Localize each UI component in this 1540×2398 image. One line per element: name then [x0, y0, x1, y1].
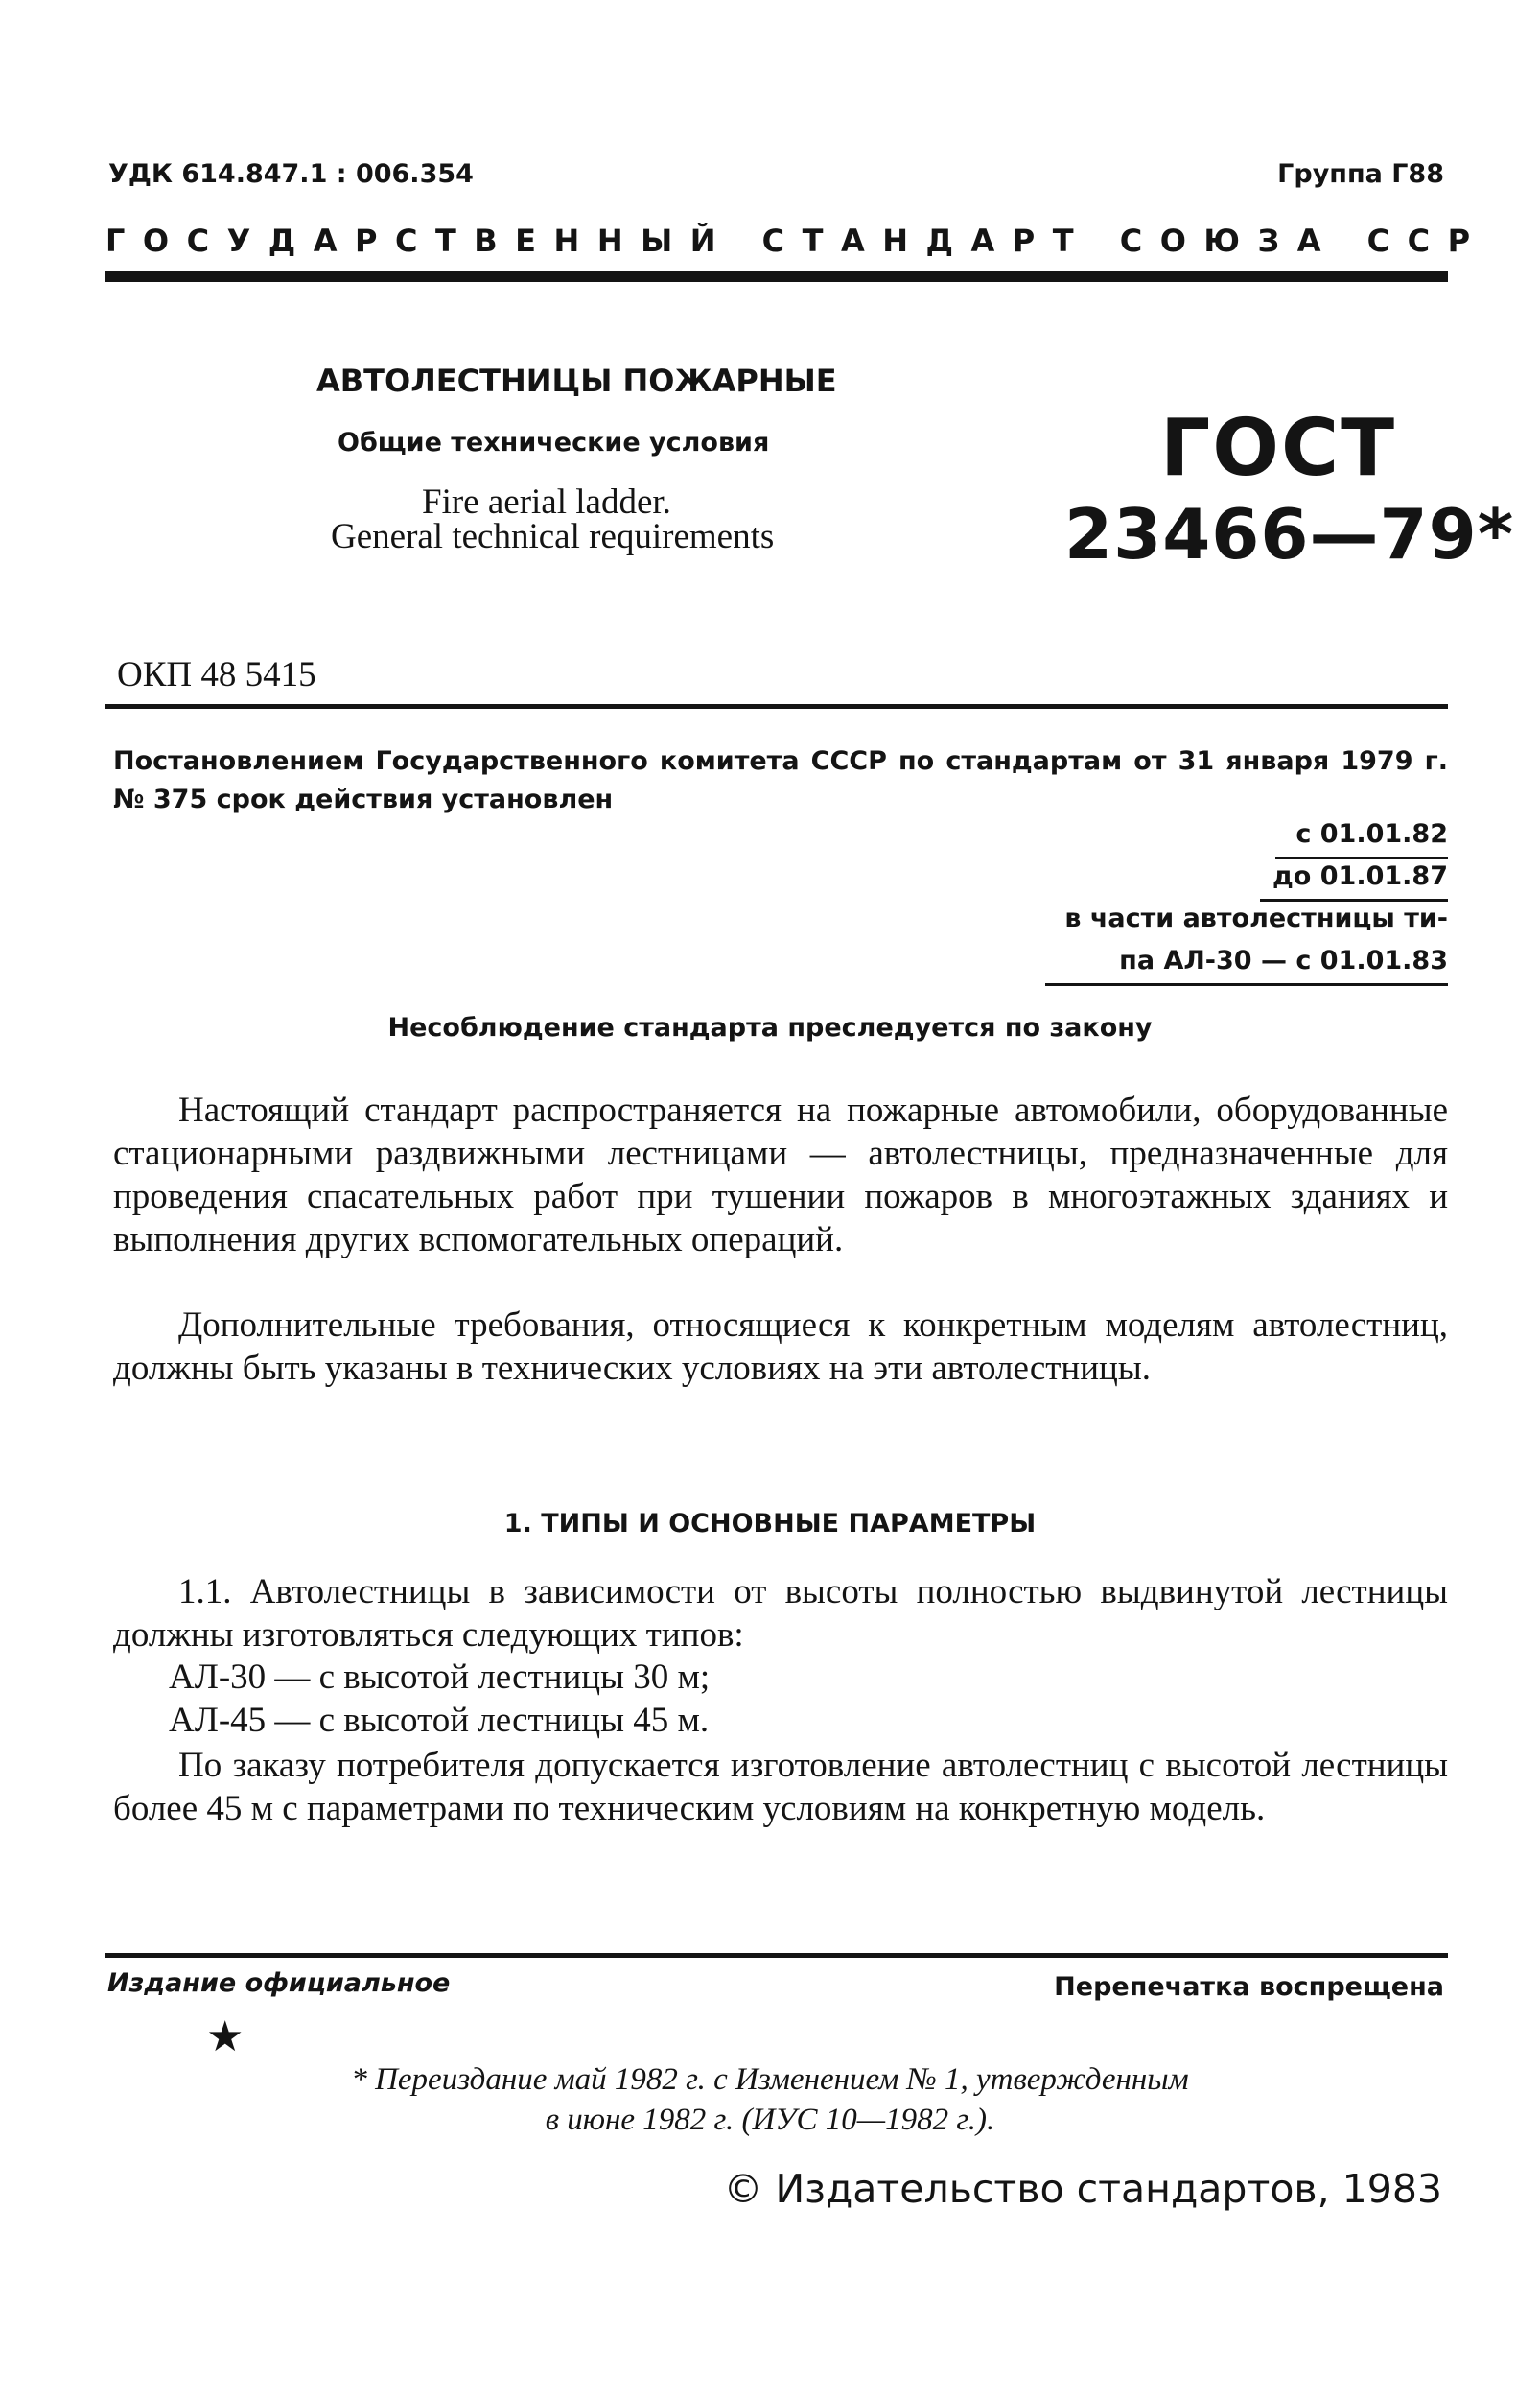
part-note-line2: па АЛ-30 — с 01.01.83 [1119, 946, 1448, 976]
english-title-line1: Fire aerial ladder. [422, 482, 671, 522]
part-note-line1: в части автолестницы ти- [1064, 904, 1448, 933]
state-standard-banner: ГОСУДАРСТВЕННЫЙ СТАНДАРТ СОЮЗА ССР [105, 223, 1488, 259]
reissue-note-line2: в июне 1982 г. (ИУС 10—1982 г.). [545, 2103, 995, 2137]
udk-code: УДК 614.847.1 : 006.354 [108, 159, 474, 189]
effective-date-to: до 01.01.87 [1272, 861, 1448, 891]
copyright: © Издательство стандартов, 1983 [723, 2166, 1442, 2212]
reissue-note-line1: * Переиздание май 1982 г. с Изменением № 1, утвержденным [351, 2062, 1189, 2097]
type-al30: АЛ-30 — с высотой лестницы 30 м; [169, 1657, 711, 1697]
star-icon: ★ [206, 2013, 245, 2060]
part-note-underline [1045, 983, 1448, 986]
effective-date-from: с 01.01.82 [1295, 819, 1448, 849]
reprint-prohibited: Перепечатка воспрещена [1054, 1972, 1444, 2002]
gost-label: ГОСТ [1160, 403, 1397, 494]
gost-number: 23466—79* [1064, 494, 1515, 575]
custom-order-paragraph: По заказу потребителя допускается изготовление автолестниц с высотой лестницы более 45 м с параметрами по техническим условиям на конкретную модель. [113, 1746, 1448, 1828]
resolution-text: Постановлением Государственного комитета СССР по стандартам от 31 января 1979 г. № 375 срок действия установлен [113, 746, 1448, 814]
type-al45: АЛ-45 — с высотой лестницы 45 м. [169, 1701, 710, 1740]
official-edition: Издание официальное [107, 1968, 451, 1998]
footer-rule [105, 1953, 1448, 1958]
group-code: Группа Г88 [1277, 159, 1444, 189]
date-to-underline [1260, 899, 1448, 902]
clause-1-1: 1.1. Автолестницы в зависимости от высоты полностью выдвинутой лестницы должны изготовляться следующих типов: [113, 1572, 1448, 1655]
english-title-line2: General technical requirements [331, 517, 775, 556]
header-rule [105, 271, 1448, 282]
okp-rule [105, 704, 1448, 709]
intro-paragraph-2: Дополнительные требования, относящиеся к конкретным моделям автолестниц, должны быть указаны в технических условиях на эти автолестницы. [113, 1305, 1448, 1388]
intro-paragraph-1: Настоящий стандарт распространяется на пожарные автомобили, оборудованные стационарными раздвижными лестницами — автолестницы, предназначенные для проведения спасательных работ при тушении пожаров в многоэтажных зданиях и выполнения других вспомогательных операций. [113, 1091, 1448, 1259]
document-title: АВТОЛЕСТНИЦЫ ПОЖАРНЫЕ [316, 363, 837, 399]
date-from-underline [1275, 857, 1448, 859]
okp-code: ОКП 48 5415 [117, 655, 316, 694]
penalty-notice: Несоблюдение стандарта преследуется по закону [387, 1013, 1153, 1043]
section-1-heading: 1. ТИПЫ И ОСНОВНЫЕ ПАРАМЕТРЫ [503, 1509, 1037, 1539]
document-subtitle: Общие технические условия [338, 428, 770, 458]
